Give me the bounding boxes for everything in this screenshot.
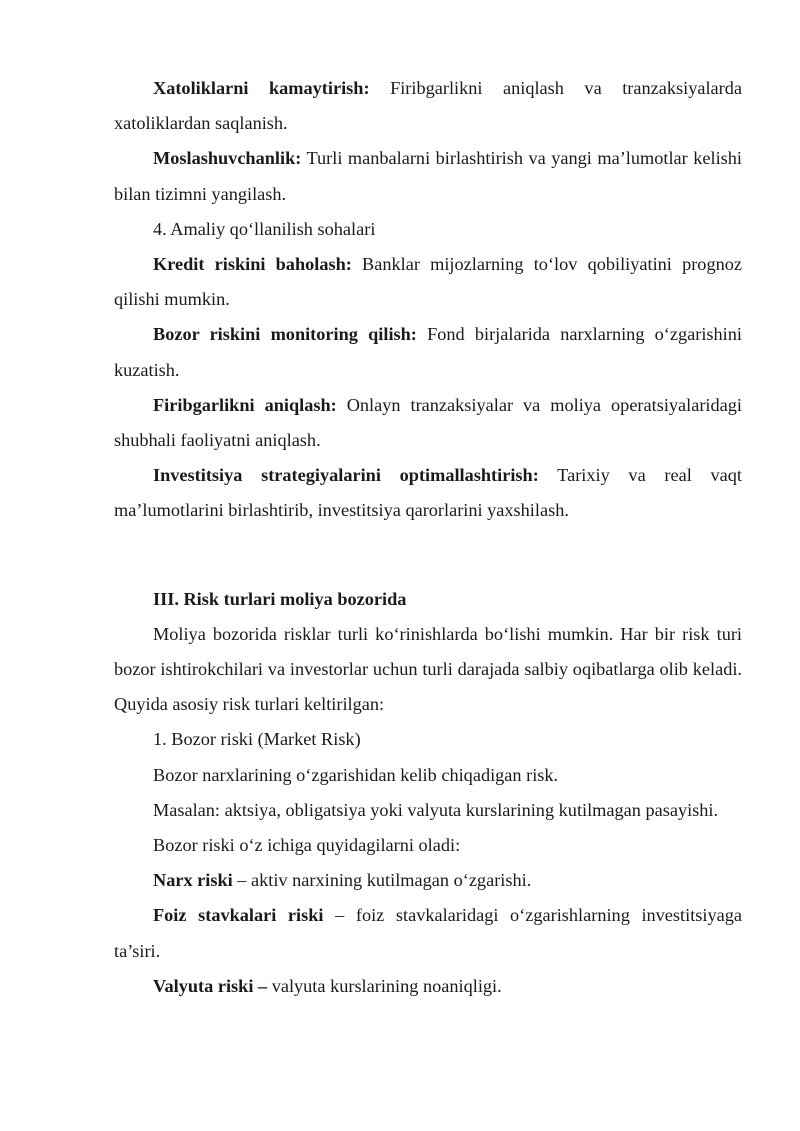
- term-label: Moslashuvchanlik:: [153, 148, 302, 169]
- market-risk-subheading: 1. Bozor riski (Market Risk): [153, 729, 361, 750]
- list-item-credit-risk: [114, 247, 742, 317]
- list-item-price-risk: [114, 863, 742, 898]
- term-label: Investitsiya strategiyalarini optimallashtirish:: [153, 465, 539, 486]
- term-label: Firibgarlikni aniqlash:: [153, 394, 337, 415]
- section-3-heading: III. Risk turlari moliya bozorida: [153, 588, 407, 609]
- document-page: [114, 71, 742, 1004]
- market-risk-includes: Bozor riski o‘z ichiga quyidagilarni oladi:: [153, 835, 461, 856]
- list-item-investment-optimization: [114, 458, 742, 528]
- term-label: Valyuta riski –: [153, 975, 268, 996]
- term-description: Fond birjalarida narxlarning o‘zgarishini kuzatish.: [114, 324, 742, 380]
- list-item-market-monitoring: [114, 317, 742, 387]
- section-3-intro: Moliya bozorida risklar turli ko‘rinishlarda bo‘lishi mumkin. Har bir risk turi bozor ishtirokchilari va investorlar uchun turli darajada salbiy oqibatlarga olib keladi. Quyida asosiy risk turlari keltirilgan:: [114, 623, 742, 715]
- term-label: Foiz stavkalari riski: [153, 905, 324, 926]
- list-item-interest-rate-risk: [114, 898, 742, 968]
- term-description: valyuta kurslarining noaniqligi.: [267, 975, 502, 996]
- list-item-currency-risk: [114, 969, 742, 1004]
- term-description: Onlayn tranzaksiyalar va moliya operatsiyalaridagi shubhali faoliyatni aniqlash.: [114, 394, 742, 451]
- market-risk-definition: Bozor narxlarining o‘zgarishidan kelib chiqadigan risk.: [153, 764, 559, 785]
- term-description: Firibgarlikni aniqlash va tranzaksiyalarda xatoliklardan saqlanish.: [114, 78, 742, 134]
- list-item-fraud-detection: [114, 388, 742, 458]
- term-label: Bozor riskini monitoring qilish:: [153, 324, 417, 345]
- term-label: Kredit riskini baholash:: [153, 254, 352, 275]
- term-description: – aktiv narxining kutilmagan o‘zgarishi.: [232, 870, 532, 891]
- term-label: Xatoliklarni kamaytirish:: [153, 78, 370, 98]
- list-item-error-reduction: [114, 71, 742, 141]
- term-description: Tarixiy va real vaqt ma’lumotlarini birlashtirib, investitsiya qarorlarini yaxshilash.: [114, 465, 742, 521]
- section-4-title: 4. Amaliy qo‘llanilish sohalari: [153, 218, 376, 239]
- term-description: Banklar mijozlarning to‘lov qobiliyatini prognoz qilishi mumkin.: [114, 254, 742, 310]
- term-description: Turli manbalarni birlashtirish va yangi ma’lumotlar kelishi bilan tizimni yangilash.: [114, 148, 742, 204]
- term-description: – foiz stavkalaridagi o‘zgarishlarning investitsiyaga ta’siri.: [114, 905, 742, 961]
- section-spacer: [114, 529, 742, 582]
- list-item-flexibility: [114, 141, 742, 211]
- term-label: Narx riski: [153, 870, 233, 891]
- market-risk-example: Masalan: aktsiya, obligatsiya yoki valyuta kurslarining kutilmagan pasayishi.: [153, 799, 719, 820]
